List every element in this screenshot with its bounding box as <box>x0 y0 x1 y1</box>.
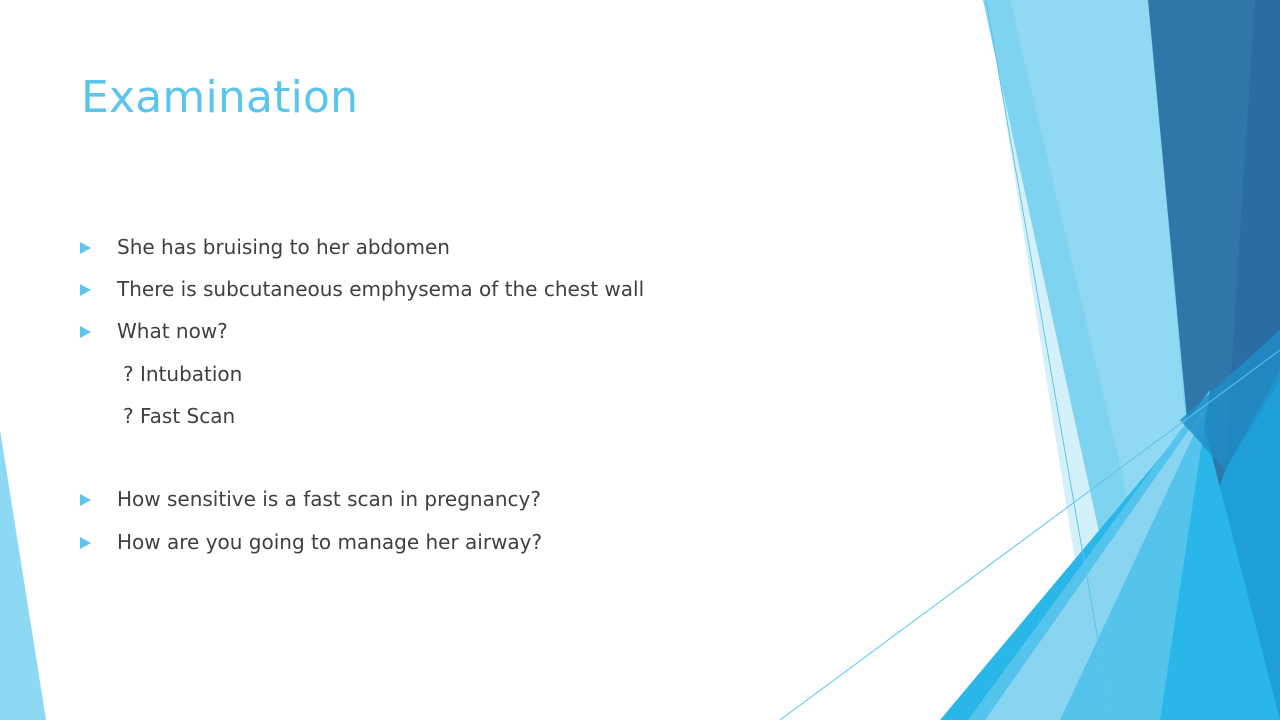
triangle-bullet-icon <box>80 284 91 296</box>
bullet-item <box>117 486 541 512</box>
bullet-text: There is subcutaneous emphysema of the chest wall <box>117 277 645 301</box>
sub-item-text: ? Fast Scan <box>123 404 236 428</box>
triangle-bullet-icon <box>80 537 91 549</box>
slide-title: Examination <box>81 72 359 123</box>
bullet-text: How are you going to manage her airway? <box>117 530 543 554</box>
triangle-bullet-icon <box>80 494 91 506</box>
triangle-bullet-icon <box>80 326 91 338</box>
bullet-item <box>117 318 228 344</box>
sub-item <box>123 403 235 429</box>
bullet-item <box>117 529 542 555</box>
bullet-text: How sensitive is a fast scan in pregnancy? <box>117 487 541 511</box>
bullet-text: What now? <box>117 319 228 343</box>
bullet-item <box>117 234 450 260</box>
bullet-item <box>117 276 644 302</box>
triangle-bullet-icon <box>80 242 91 254</box>
bullet-text: She has bruising to her abdomen <box>117 235 450 259</box>
sub-item-text: ? Intubation <box>123 362 243 386</box>
sub-item <box>123 361 242 387</box>
